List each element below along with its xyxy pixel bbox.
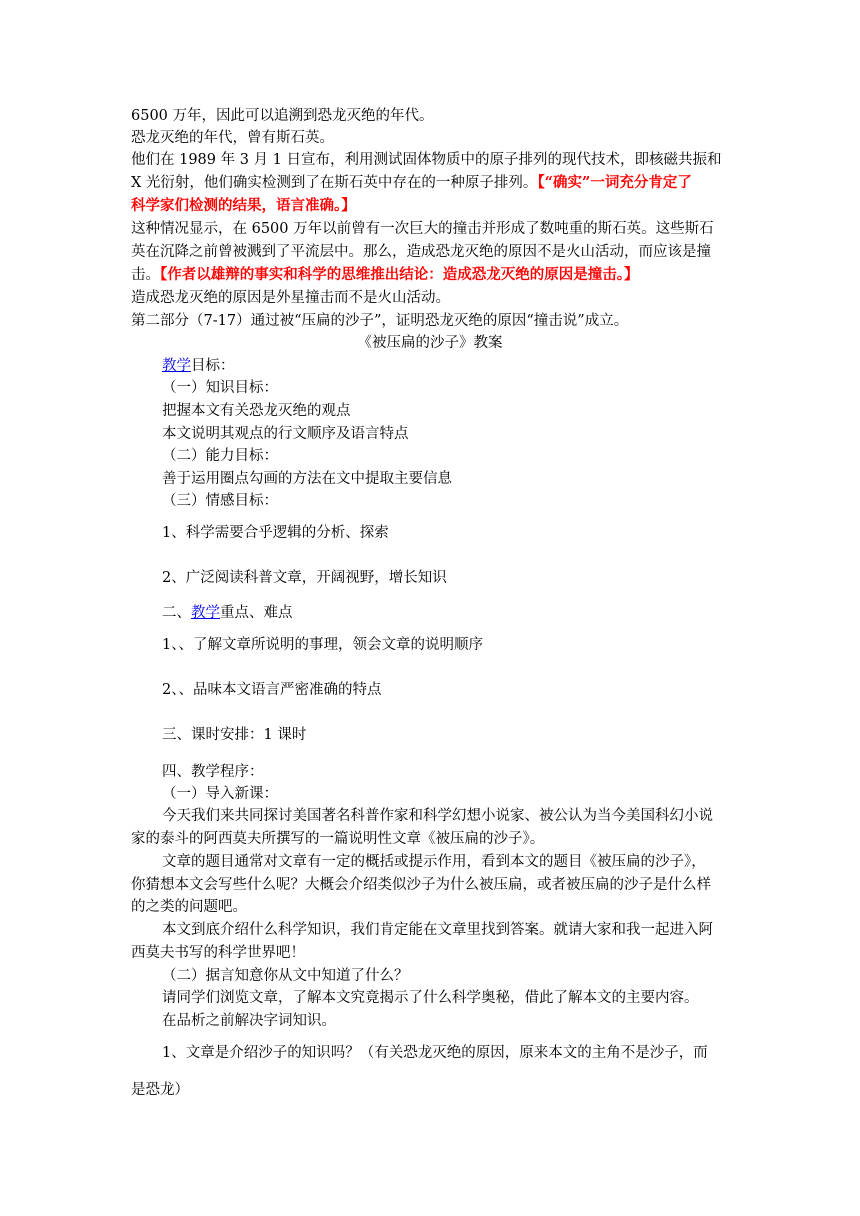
text-line: 英在沉降之前曾被溅到了平流层中。那么，造成恐龙灭绝的原因不是火山活动，而应该是撞 [131, 244, 711, 260]
key-points-heading [162, 603, 293, 623]
teaching-link[interactable]: 教学 [191, 605, 220, 621]
text-segment: 二、 [162, 605, 191, 621]
teaching-link[interactable]: 教学 [162, 358, 191, 374]
text-line: （三）情感目标： [162, 493, 278, 509]
text-line: （一）知识目标： [162, 380, 278, 396]
text-line: 6500 万年，因此可以追溯到恐龙灭绝的年代。 [131, 108, 434, 124]
text-line: 本文说明其观点的行文顺序及语言特点 [162, 426, 409, 442]
text-line: 他们在 1989 年 3 月 1 日宣布，利用测试固体物质中的原子排列的现代技术，即核磁共振和 [131, 152, 722, 168]
text-line: 文章的题目通常对文章有一定的概括或提示作用，看到本文的题目《被压扁的沙子》， [162, 854, 706, 870]
annotation-text: 科学家们检测的结果，语言准确。】 [131, 197, 356, 214]
text-line [131, 173, 692, 193]
annotation-text: 【“确实”一词充分肯定了 [537, 174, 692, 191]
text-line: 本文到底介绍什么科学知识，我们肯定能在文章里找到答案。就请大家和我一起进入阿 [162, 922, 713, 938]
text-line: 的之类的问题吧。 [131, 899, 247, 915]
text-line: 在品析之前解决字词知识。 [162, 1013, 336, 1029]
text-line: 是恐龙） [131, 1082, 189, 1098]
text-line: 1、文章是介绍沙子的知识吗？（有关恐龙灭绝的原因，原来本文的主角不是沙子，而 [162, 1045, 708, 1061]
text-line: 四、教学程序： [162, 764, 264, 780]
text-segment: 目标： [191, 358, 235, 374]
text-line: 三、课时安排：1 课时 [162, 727, 307, 743]
text-line: 1、科学需要合乎逻辑的分析、探索 [162, 525, 389, 541]
text-line: （一）导入新课： [162, 786, 278, 802]
text-line: 西莫夫书写的科学世界吧！ [131, 945, 305, 961]
text-line: 2、广泛阅读科普文章，开阔视野，增长知识 [162, 570, 447, 586]
text-line: 这种情况显示，在 6500 万年以前曾有一次巨大的撞击并形成了数吨重的斯石英。这些斯石 [131, 221, 714, 237]
text-line: 把握本文有关恐龙灭绝的观点 [162, 403, 351, 419]
text-line: （二）据言知意你从文中知道了什么？ [162, 968, 409, 984]
page-title: 《被压扁的沙子》教案 [357, 335, 503, 351]
text-line: 今天我们来共同探讨美国著名科普作家和科学幻想小说家、被公认为当今美国科幻小说 [162, 808, 713, 824]
text-line: （二）能力目标： [162, 448, 278, 464]
annotation-text: 【作者以雄辩的事实和科学的思维推出结论：造成恐龙灭绝的原因是撞击。】 [160, 266, 639, 283]
goals-heading [162, 356, 235, 376]
text-line: 善于运用圈点勾画的方法在文中提取主要信息 [162, 471, 452, 487]
text-line: 第二部分（7-17）通过被“压扁的沙子”，证明恐龙灭绝的原因“撞击说”成立。 [131, 313, 629, 329]
text-line: 请同学们浏览文章，了解本文究竟揭示了什么科学奥秘，借此了解本文的主要内容。 [162, 990, 699, 1006]
text-line: 你猜想本文会写些什么呢？大概会介绍类似沙子为什么被压扁，或者被压扁的沙子是什么样 [131, 877, 711, 893]
text-line: 造成恐龙灭绝的原因是外星撞击而不是火山活动。 [131, 290, 450, 306]
text-line: 家的泰斗的阿西莫夫所撰写的一篇说明性文章《被压扁的沙子》。 [131, 831, 545, 847]
text-line [131, 265, 639, 285]
text-line: 1、、了解文章所说明的事理，领会文章的说明顺序 [162, 637, 483, 653]
text-line: 恐龙灭绝的年代，曾有斯石英。 [131, 130, 334, 146]
text-line: 2、、品味本文语言严密准确的特点 [162, 682, 382, 698]
text-segment: 重点、难点 [220, 605, 293, 621]
text-segment: 击。 [131, 267, 160, 283]
text-segment: X 光衍射，他们确实检测到了在斯石英中存在的一种原子排列。 [131, 175, 538, 191]
